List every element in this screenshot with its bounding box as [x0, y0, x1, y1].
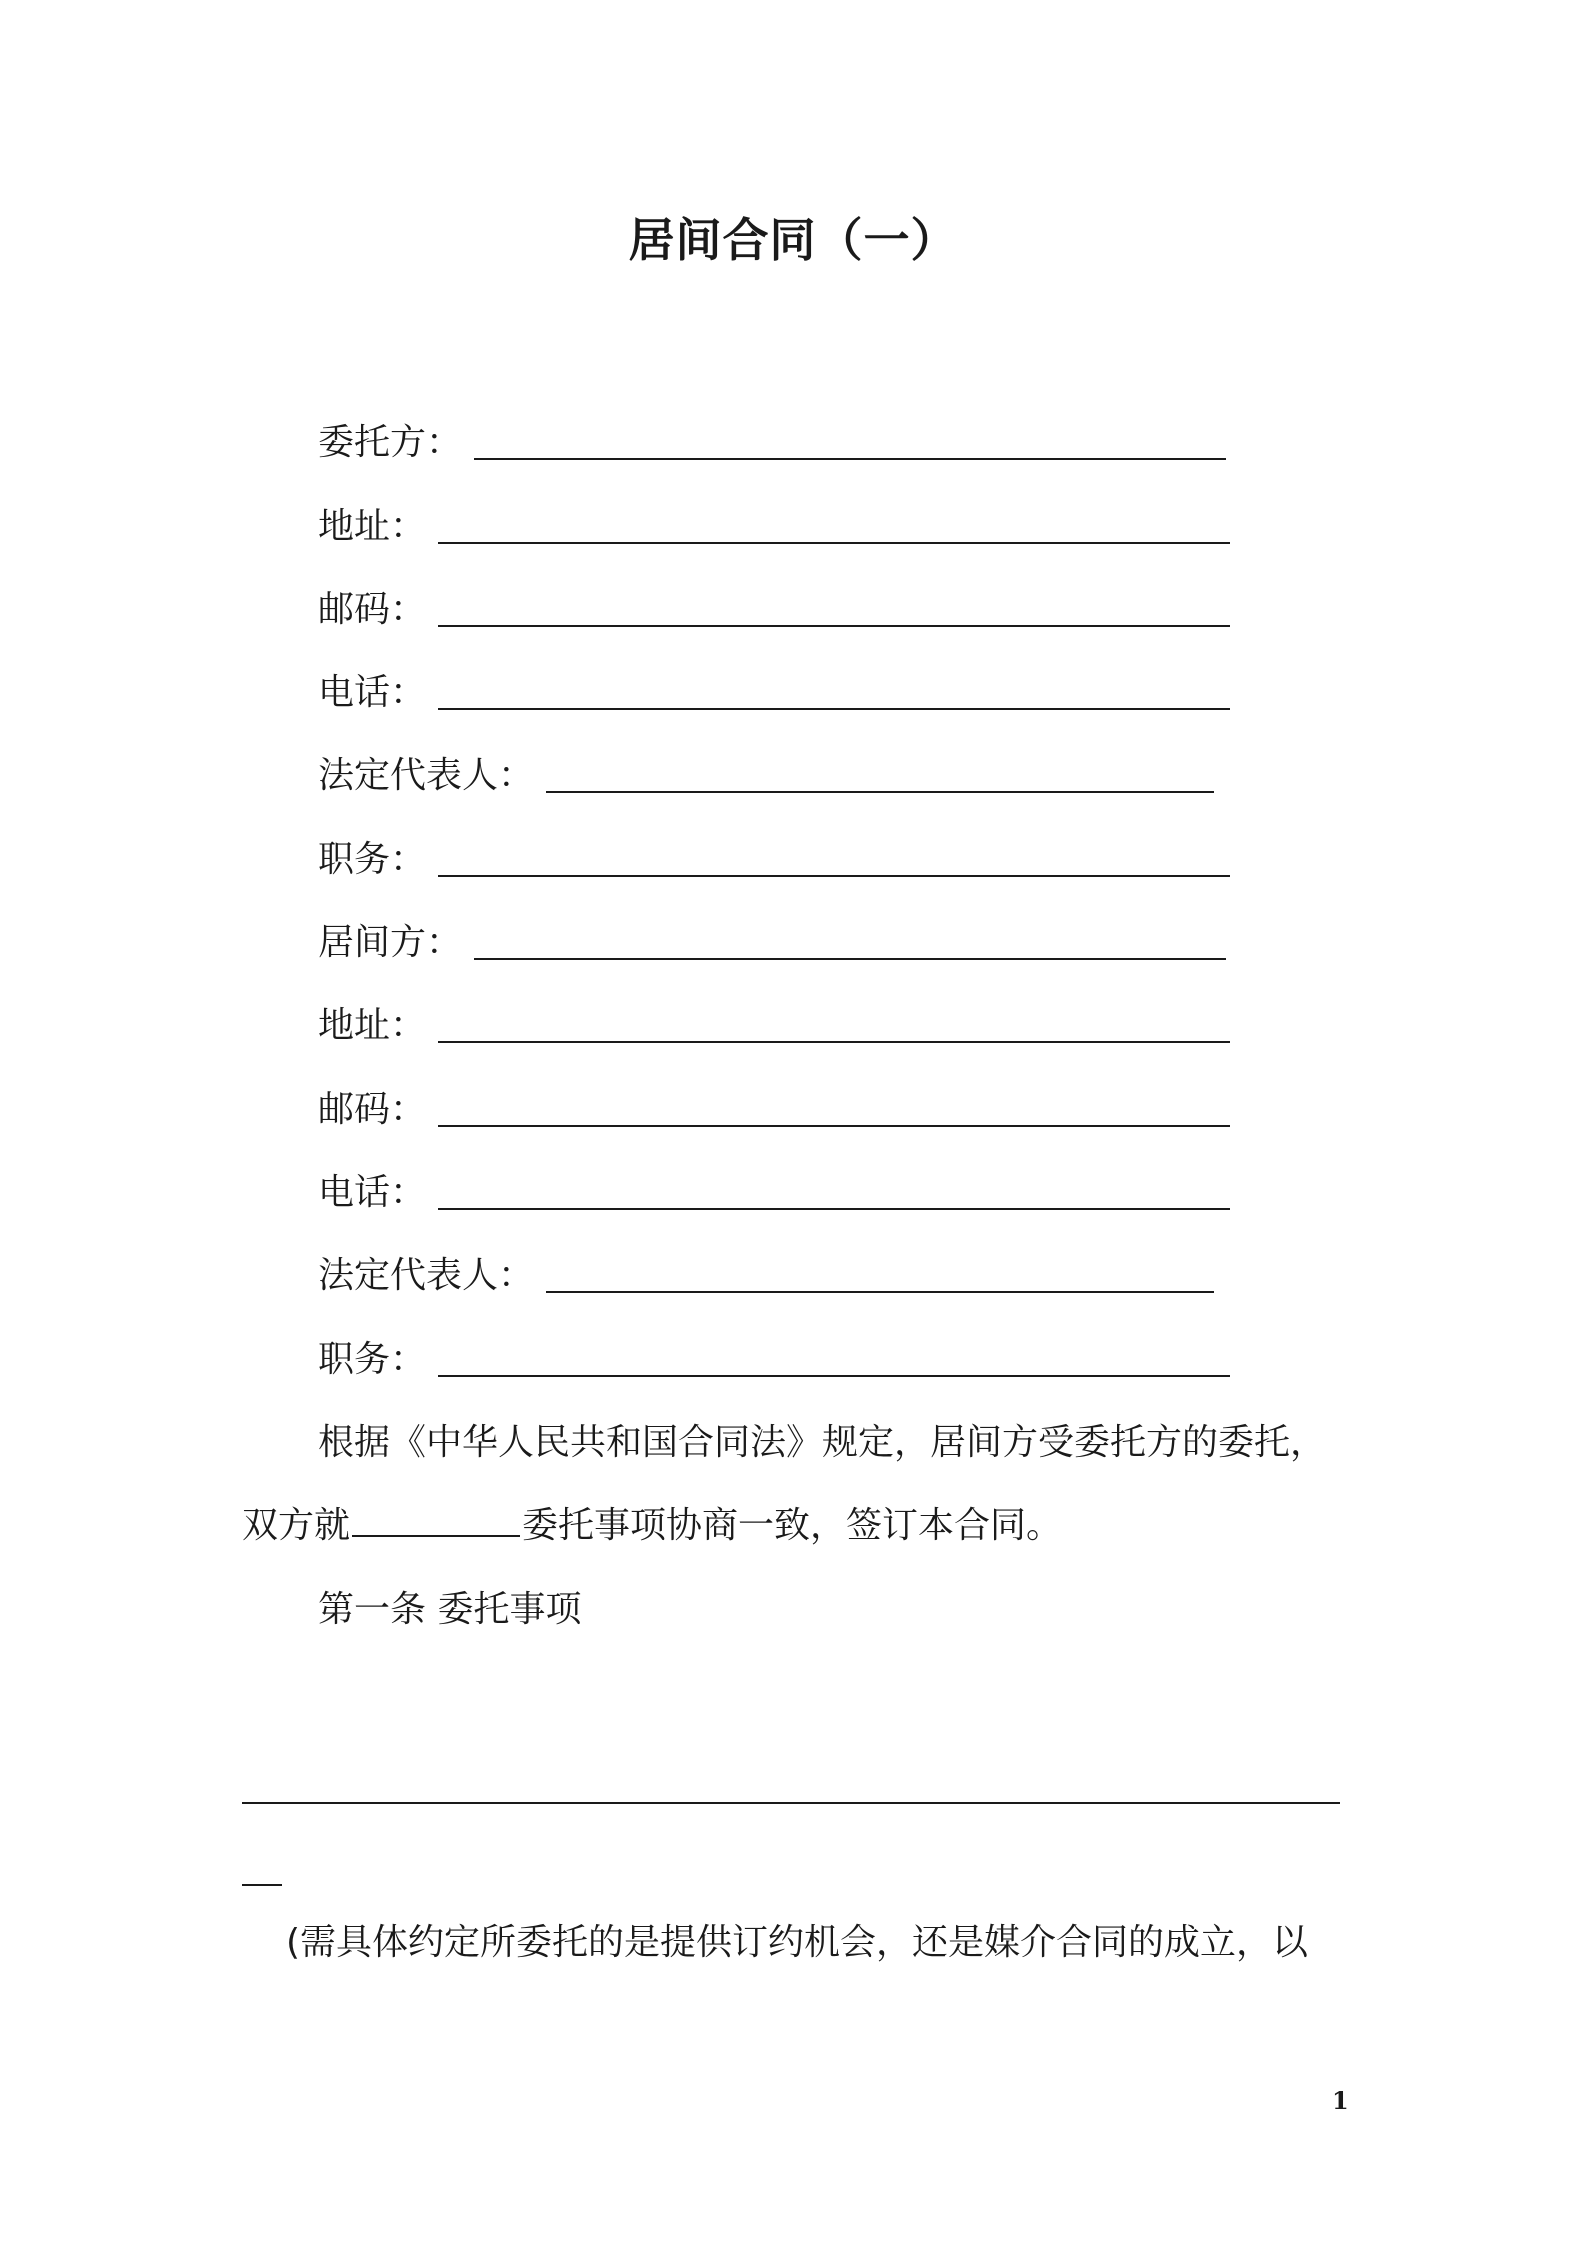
- principal-address-field: [318, 502, 1230, 552]
- field-label: 电话：: [318, 1172, 427, 1213]
- article-1-heading: 第一条 委托事项: [318, 1589, 582, 1630]
- intermediary-postcode-field: [318, 1085, 1230, 1135]
- field-label: 委托方：: [318, 422, 463, 463]
- field-label: 法定代表人：: [318, 755, 535, 796]
- preamble-line-2: [242, 1501, 1062, 1551]
- principal-position-field: [318, 835, 1230, 885]
- document-title: 居间合同（一）: [628, 213, 958, 267]
- field-label: 职务：: [318, 1339, 427, 1380]
- fill-in-blank: [546, 757, 1214, 793]
- preamble-line-1: 根据《中华人民共和国合同法》规定，居间方受委托方的委托，: [318, 1422, 1327, 1463]
- intermediary-position-field: [318, 1335, 1230, 1385]
- fill-in-blank: [438, 508, 1230, 544]
- field-label: 法定代表人：: [318, 1255, 535, 1296]
- fill-in-blank: [438, 591, 1230, 627]
- fill-in-blank: [438, 1174, 1230, 1210]
- preamble-text-before: 双方就: [242, 1505, 351, 1546]
- article-1-note: (需具体约定所委托的是提供订约机会，还是媒介合同的成立，以: [286, 1922, 1309, 1963]
- intermediary-phone-field: [318, 1168, 1230, 1218]
- fill-in-blank: [474, 424, 1226, 460]
- field-label: 电话：: [318, 672, 427, 713]
- page-number: 1: [1332, 2086, 1349, 2115]
- fill-in-rule: [242, 1802, 1340, 1804]
- intermediary-address-field: [318, 1001, 1230, 1051]
- fill-in-blank: [438, 674, 1230, 710]
- preamble-text-after: 委托事项协商一致，签订本合同。: [522, 1505, 1063, 1546]
- field-label: 职务：: [318, 839, 427, 880]
- field-label: 地址：: [318, 506, 427, 547]
- principal-legal-rep-field: [318, 751, 1214, 801]
- principal-name-field: [318, 418, 1226, 468]
- principal-phone-field: [318, 668, 1230, 718]
- fill-in-rule-continuation: [242, 1884, 282, 1886]
- fill-in-blank: [352, 1501, 520, 1537]
- fill-in-blank: [438, 1341, 1230, 1377]
- fill-in-blank: [438, 841, 1230, 877]
- field-label: 邮码：: [318, 1089, 427, 1130]
- intermediary-name-field: [318, 918, 1226, 968]
- fill-in-blank: [438, 1007, 1230, 1043]
- field-label: 居间方：: [318, 922, 463, 963]
- fill-in-blank: [438, 1091, 1230, 1127]
- principal-postcode-field: [318, 585, 1230, 635]
- fill-in-blank: [546, 1257, 1214, 1293]
- intermediary-legal-rep-field: [318, 1251, 1214, 1301]
- field-label: 地址：: [318, 1005, 427, 1046]
- field-label: 邮码：: [318, 589, 427, 630]
- fill-in-blank: [474, 924, 1226, 960]
